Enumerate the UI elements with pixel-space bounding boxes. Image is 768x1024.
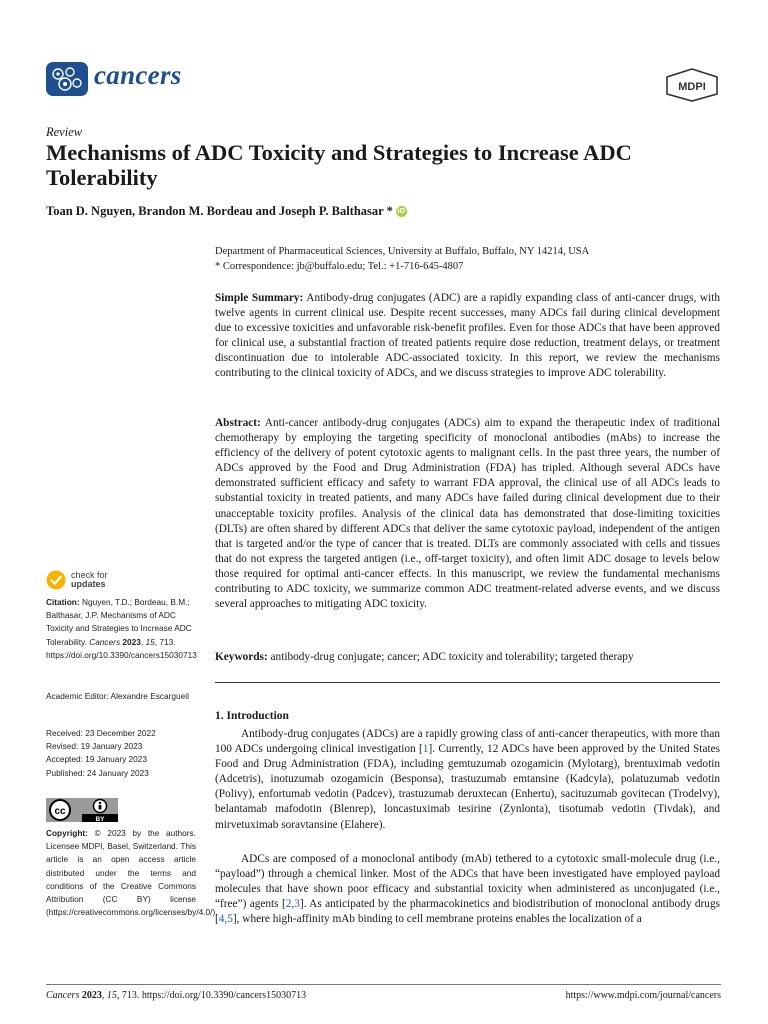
simple-summary-text: Antibody-drug conjugates (ADC) are a rapidly expanding class of anti-cancer drugs, with twelve agents in current clinical use. Despite recent successes, many ADCs fail during clinical development due to excessive toxicities and unfavorable risk-benefit profiles. Even for those ADCs that have been approved for clinical use, a substantial fraction of treated patients require dose reduction, treatment delays, or treatment discontinuation due to intolerable ADC-associated toxicity. In this report, we review the mechanisms contributing to the clinical toxicity of ADCs, and we discuss strategies to improve ADC tolerability. [215, 292, 721, 380]
citation-label: Citation: [46, 597, 80, 607]
academic-editor: Academic Editor: Alexandre Escargueil [46, 691, 189, 701]
dates-block [46, 727, 196, 780]
article-title: Mechanisms of ADC Toxicity and Strategies to Increase ADC Tolerability [46, 140, 632, 190]
abstract [215, 416, 720, 612]
footer-journal-url[interactable]: https://www.mdpi.com/journal/cancers [565, 990, 721, 1001]
intro-p1-text-b: ]. Currently, 12 ADCs have been approved by the United States Food and Drug Administration (FDA), including gemtuzumab ozogamicin (Mylotarg), brentuximab vedotin (Adcetris), inotuzumab ozogamicin (Besponsa), trastuzumab emtansine (Kadcyla), polatuzumab vedotin (Polivy), enfortumab vedotin (Padcev), trastuzumab deruxtecan (Enhertu), sacituzumab govitecan (Trodelvy), belantamab mafodotin (Blenrep), loncastuximab tesirine (Zynlonta), tisotumab vedotin (Tivdak), and mirvetuximab soravtansine (Elahere). [215, 743, 721, 831]
citation-volume: 15 [145, 636, 155, 647]
affiliation-block [215, 245, 589, 274]
cc-by-label: BY [95, 816, 105, 822]
intro-paragraph-2 [215, 852, 720, 927]
citation-text: Nguyen, T.D.; Bordeau, B.M.; Balthasar, J.P. Mechanisms of ADC Toxicity and Strategies to Increase ADC Tolerability. [46, 597, 192, 647]
footer-volume: 15 [106, 990, 117, 1001]
section-heading: 1. Introduction [215, 710, 289, 722]
publisher-name: MDPI [678, 81, 706, 93]
intro-p2-text-b: ]. As anticipated by the pharmacokinetics and biodistribution of monoclonal antibody drugs [ [215, 898, 720, 926]
correspondence-text: * Correspondence: jb@buffalo.edu; Tel.: +1-716-645-4807 [215, 260, 464, 272]
mdpi-logo[interactable] [664, 68, 720, 102]
abstract-label: Abstract: [215, 417, 261, 429]
citation-doi[interactable]: , 713. https://doi.org/10.3390/cancers15030713 [46, 636, 197, 660]
citation-journal: Cancers [89, 636, 121, 647]
cancers-logo-icon [46, 62, 88, 96]
simple-summary-label: Simple Summary: [215, 292, 304, 304]
citation-link[interactable]: 1 [422, 743, 429, 756]
citation-year: 2023 [122, 636, 141, 647]
article-type: Review [46, 125, 83, 139]
intro-paragraph-1 [215, 727, 720, 833]
citation-link[interactable]: 2,3 [285, 898, 300, 911]
footer-doi[interactable]: , 713. https://doi.org/10.3390/cancers15030713 [116, 990, 307, 1001]
citation-block: Citation: Nguyen, T.D.; Bordeau, B.M.; Balthasar, J.P. Mechanisms of ADC Toxicity and Strategies to Increase ADC Tolerability. Cancers 2023, 15, 713. https://doi.org/10.3390/cancers15030713 [46, 597, 197, 660]
published-date: Published: 24 January 2023 [46, 767, 149, 778]
intro-p1-text-a: Antibody-drug conjugates (ADCs) are a rapidly growing class of anti-cancer therapeutics, with more than 100 ADCs undergoing clinical investigation [ [215, 728, 720, 756]
author-list [46, 204, 407, 219]
footer-year: 2023 [81, 990, 102, 1001]
copyright-text: © 2023 by the authors. Licensee MDPI, Basel, Switzerland. This article is an open access article distributed under the terms and conditions of the Creative Commons Attribution (CC BY) license (https://creativecommons.org/licenses/by/4.0/). [46, 828, 218, 918]
keywords-text: antibody-drug conjugate; cancer; ADC toxicity and tolerability; targeted therapy [270, 651, 634, 663]
copyright-block [46, 827, 218, 919]
affiliation-text: Department of Pharmaceutical Sciences, University at Buffalo, Buffalo, NY 14214, USA [215, 246, 590, 257]
check-for-updates-icon [46, 570, 66, 590]
check-updates-line2: updates [71, 579, 106, 589]
abstract-text: Anti-cancer antibody-drug conjugates (ADCs) aim to expand the therapeutic index of traditional chemotherapy by employing the targeting specificity of monoclonal antibodies (mAbs) to increase the efficiency of the delivery of potent cytotoxic agents to malignant cells. In the past three years, the number of ADCs approved by the Food and Drug Administration (FDA) has tripled. Although several ADCs have demonstrated sufficient efficacy and safety to warrant FDA approval, the clinical use of all ADCs leads to substantial toxicity in treated patients, and many ADCs have failed during clinical development due to their unacceptable toxicity profiles. Analysis of the clinical data has demonstrated that dose-limiting toxicities (DLTs) are often shared by different ADCs that deliver the same cytotoxic payload, independent of the antigen that is targeted and/or the type of cancer that is treated. DLTs are commonly associated with cells and tissues that do not express the targeted antigen (i.e., off-target toxicity), and often limit ADC dosage to levels below those required for optimal anti-cancer effects. In this manuscript, we review the fundamental mechanisms contributing to ADC toxicity, we summarize common ADC treatment-related adverse events, and we discuss several approaches to mitigating ADC toxicity. [215, 417, 721, 611]
intro-p2-text-c: ], where high-affinity mAb binding to cell membrane proteins enables the localization of a [232, 913, 642, 926]
section-divider [215, 682, 720, 683]
revised-date: Revised: 19 January 2023 [46, 741, 143, 752]
received-date: Received: 23 December 2022 [46, 728, 156, 738]
footer-divider [46, 984, 721, 985]
footer-citation: Cancers 2023, 15, 713. https://doi.org/10.3390/cancers15030713 [46, 990, 307, 1001]
check-updates-line1: check for [71, 570, 108, 580]
authors-text: Toan D. Nguyen, Brandon M. Bordeau and Joseph P. Balthasar * [46, 204, 393, 218]
footer-journal: Cancers [46, 990, 80, 1001]
cc-by-license-icon[interactable] [46, 798, 118, 822]
accepted-date: Accepted: 19 January 2023 [46, 754, 148, 765]
journal-name[interactable]: cancers [94, 60, 182, 90]
svg-text:cc: cc [54, 806, 66, 817]
keywords [215, 650, 720, 665]
keywords-label: Keywords: [215, 651, 268, 663]
simple-summary [215, 291, 720, 382]
citation-link[interactable]: 4,5 [218, 913, 233, 926]
orcid-icon[interactable]: iD [397, 207, 406, 215]
check-for-updates-badge[interactable] [46, 570, 108, 590]
copyright-label: Copyright: [46, 828, 88, 838]
intro-p2-text-a: ADCs are composed of a monoclonal antibody (mAb) tethered to a cytotoxic small-molecule drug (i.e., “payload”) through a chemical linker. Most of the ADCs that have been investigated have employed payload molecules that have shown poor efficacy and substantial toxicity when administered as unconjugated (i.e., “free”) agents [ [215, 853, 720, 911]
